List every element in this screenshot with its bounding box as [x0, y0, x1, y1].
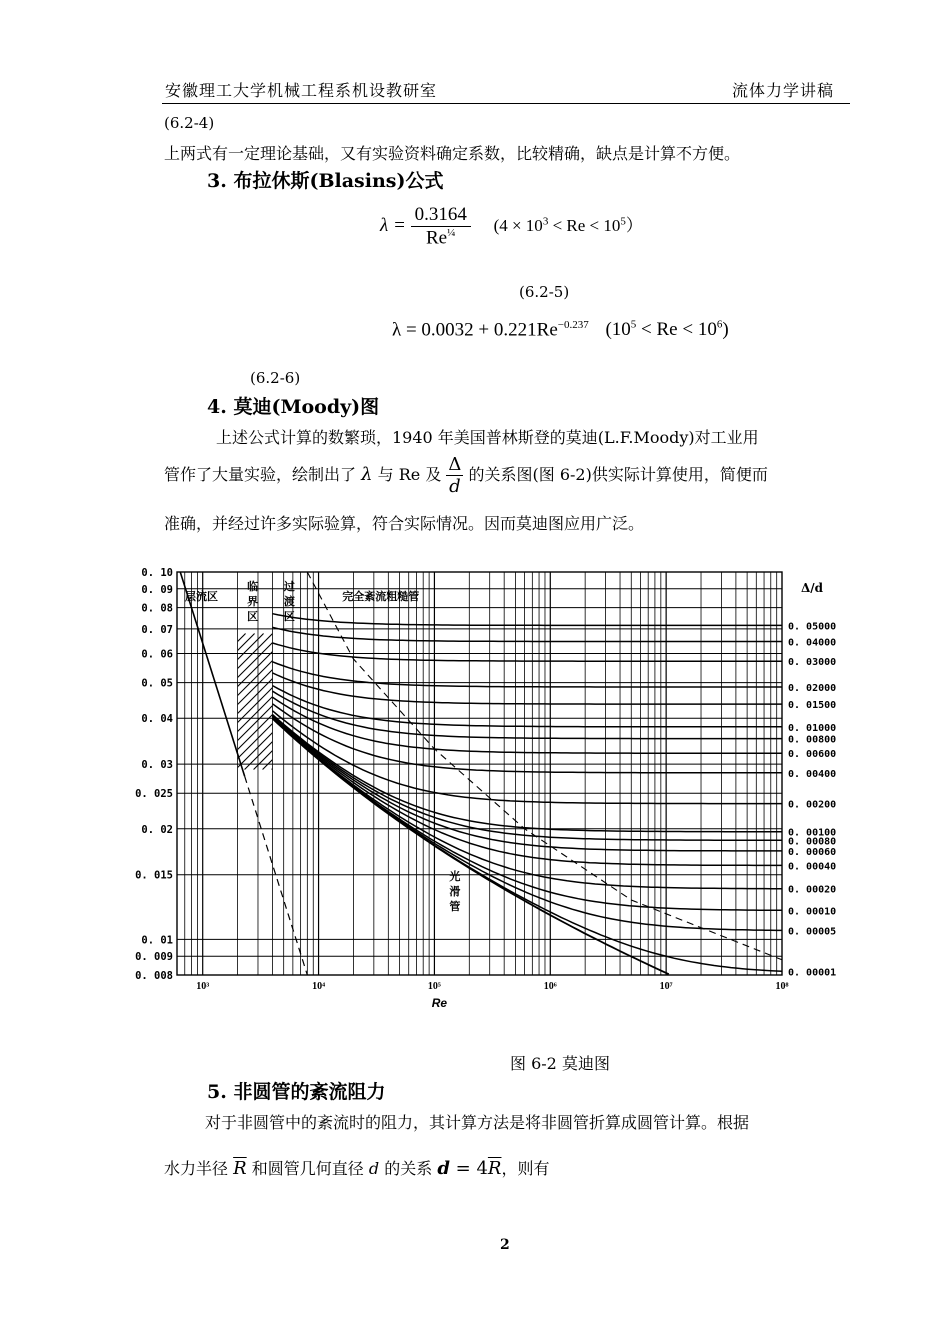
hatch-line — [238, 661, 273, 696]
y-tick-label: 0. 02 — [141, 823, 173, 836]
plot-frame — [177, 572, 782, 975]
p4-post: ，则有 — [501, 1159, 550, 1178]
hatch-line — [238, 697, 273, 732]
roughness-label: 0. 00040 — [788, 861, 837, 873]
roughness-label: 0. 00200 — [788, 799, 837, 811]
header-right: 流体力学讲稿 — [732, 81, 835, 100]
roughness-label: 0. 00010 — [788, 906, 837, 918]
critical-zone-label: 区 — [247, 610, 259, 623]
p4-R-bar: $\overline{R}$ — [233, 1158, 247, 1179]
roughness-label: 0. 05000 — [788, 621, 837, 633]
moody-chart — [130, 555, 837, 1025]
y-tick-label: 0. 009 — [135, 951, 173, 964]
paragraph-4 — [164, 1156, 549, 1179]
p4-eq: = 4 — [449, 1158, 488, 1179]
smooth-pipe-label: 管 — [449, 900, 461, 914]
critical-zone-label: 界 — [247, 595, 259, 608]
y-tick-label: 0. 025 — [135, 788, 173, 801]
eq-number-6-2-4: (6.2-4) — [164, 114, 215, 132]
roughness-curve — [273, 711, 783, 804]
hatch-line — [238, 706, 273, 741]
p4-pre: 水力半径 — [164, 1159, 229, 1178]
y-tick-label: 0. 03 — [141, 759, 173, 772]
header-rule — [162, 103, 850, 104]
x-tick-label: 10⁶ — [543, 981, 557, 992]
y-tick-label: 0. 08 — [141, 602, 173, 615]
p2-frac-num: Δ — [448, 454, 462, 475]
cond6-pre: (10 — [605, 319, 631, 341]
paragraph-3: 对于非圆管中的紊流时的阻力，其计算方法是将非圆管折算成圆管计算。根据 — [205, 1113, 750, 1132]
cond-mid: < Re < 10 — [548, 216, 621, 236]
p4-d-bold: d — [437, 1158, 450, 1179]
roughness-curve — [273, 673, 783, 704]
cond6-mid: < Re < 10 — [636, 319, 717, 341]
formula-re: Re — [426, 227, 448, 249]
roughness-label: 0. 00080 — [788, 836, 837, 848]
formula-blasius-denominator — [411, 227, 471, 249]
p4-R-bar-2: $\overline{R}$ — [487, 1158, 502, 1179]
p2-lambda: λ — [361, 464, 373, 485]
header-left: 安徽理工大学机械工程系机设教研室 — [165, 81, 438, 100]
smooth-pipe-curve — [273, 719, 669, 975]
hatch-line — [254, 751, 273, 770]
roughness-label: 0. 01500 — [788, 700, 837, 712]
laminar-extension-dashed — [245, 776, 308, 975]
hatch-line — [238, 634, 246, 642]
roughness-label: 0. 00020 — [788, 884, 837, 896]
y-tick-label: 0. 01 — [141, 934, 173, 947]
roughness-label: 0. 03000 — [788, 657, 837, 669]
formula-6-main: λ = 0.0032 + 0.221Re — [392, 319, 558, 341]
smooth-pipe-label: 滑 — [449, 885, 461, 899]
hatch-line — [238, 634, 273, 669]
rough-zone-label: 完全紊流粗糙管 — [342, 590, 420, 604]
transition-zone-label: 过 — [283, 580, 295, 593]
formula-exponent: ¼ — [447, 227, 456, 239]
hatch-line — [238, 688, 273, 723]
p2-frac-den: d — [449, 476, 461, 497]
roughness-label: 0. 00600 — [788, 749, 837, 761]
p2-post: 的关系图(图 6-2)供实际计算使用，简便而 — [468, 465, 768, 484]
y-tick-label: 0. 015 — [135, 869, 173, 882]
right-axis-title: Δ/d — [800, 581, 824, 595]
x-axis-label: Re — [431, 996, 448, 1010]
y-tick-label: 0. 09 — [141, 583, 173, 596]
y-tick-label: 0. 008 — [135, 970, 173, 982]
y-tick-label: 0. 05 — [141, 677, 173, 690]
roughness-label: 0. 00100 — [788, 827, 837, 839]
x-tick-label: 10⁵ — [427, 981, 441, 992]
roughness-label: 0. 00005 — [788, 926, 837, 938]
hatch-line — [238, 715, 273, 750]
hatch-line — [238, 679, 273, 714]
x-tick-label: 10³ — [196, 981, 210, 992]
roughness-curve — [273, 643, 783, 661]
roughness-label: 0. 00400 — [788, 768, 837, 780]
y-tick-label: 0. 10 — [141, 567, 173, 579]
transition-zone-label: 区 — [283, 610, 295, 623]
y-tick-label: 0. 06 — [141, 648, 173, 661]
roughness-curve — [273, 697, 783, 753]
section-3-title: 3. 布拉休斯(Blasins)公式 — [207, 170, 444, 192]
critical-zone-label: 临 — [247, 580, 259, 593]
roughness-label: 0. 00001 — [788, 967, 837, 979]
p2-pre: 管作了大量实验，绘制出了 — [164, 465, 357, 484]
p2-fraction — [446, 454, 463, 497]
hatch-line — [238, 670, 273, 705]
chart-curves — [180, 572, 782, 975]
paragraph-2-line-1: 上述公式计算的数繁琐，1940 年美国普林斯登的莫迪(L.F.Moody)对工业用 — [216, 428, 759, 447]
eq-number-6-2-5: (6.2-5) — [519, 283, 570, 301]
p4-mid2: 的关系 — [384, 1159, 433, 1178]
roughness-label: 0. 02000 — [788, 683, 837, 695]
x-tick-label: 10⁷ — [659, 981, 673, 992]
p2-mid: 与 Re 及 — [377, 465, 442, 484]
formula-blasius-lhs: λ = — [380, 215, 406, 237]
p4-mid: 和圆管几何直径 — [251, 1159, 364, 1178]
cond6-exp2: 6 — [716, 319, 723, 331]
roughness-label: 0. 01000 — [788, 722, 837, 734]
y-tick-label: 0. 04 — [141, 713, 173, 726]
paragraph-1: 上两式有一定理论基础，又有实验资料确定系数，比较精确，缺点是计算不方便。 — [164, 144, 741, 163]
roughness-label: 0. 00800 — [788, 734, 837, 746]
formula-blasius-numerator: 0.3164 — [411, 204, 471, 227]
cond6-exp1: 5 — [630, 319, 637, 331]
cond-exp2: 5 — [620, 215, 626, 228]
smooth-pipe-label: 光 — [449, 870, 461, 884]
y-tick-label: 0. 07 — [141, 623, 173, 636]
cond-pre: (4 × 10 — [493, 216, 543, 236]
roughness-curve — [273, 627, 783, 641]
roughness-curve — [273, 686, 783, 727]
roughness-label: 0. 04000 — [788, 637, 837, 649]
formula-blasius-condition — [494, 216, 643, 235]
formula-6-condition — [605, 319, 728, 340]
roughness-curve — [273, 614, 783, 626]
hatch-line — [238, 733, 273, 768]
section-5-title: 5. 非圆管的紊流阻力 — [207, 1081, 386, 1103]
cond-post: ） — [625, 216, 643, 236]
roughness-curve — [273, 662, 783, 687]
paragraph-2-line-2 — [164, 454, 768, 497]
hatch-line — [238, 634, 255, 651]
roughness-curve — [273, 718, 783, 930]
hatch-line — [238, 724, 273, 759]
figure-caption: 图 6-2 莫迪图 — [510, 1054, 610, 1073]
laminar-zone-label: 层流区 — [185, 590, 218, 604]
cond6-post: ) — [722, 319, 729, 341]
formula-blasius — [380, 204, 643, 249]
hatch-line — [238, 652, 273, 687]
x-tick-label: 10⁸ — [775, 981, 789, 992]
formula-6-exp: −0.237 — [557, 319, 589, 331]
hatch-line — [272, 769, 273, 770]
transition-zone-label: 渡 — [283, 595, 295, 608]
paragraph-2-line-3: 准确，并经过许多实际验算，符合实际情况。因而莫迪图应用广泛。 — [164, 514, 645, 533]
formula-6-2-6 — [392, 319, 729, 341]
formula-blasius-fraction — [411, 204, 471, 249]
section-4-title: 4. 莫迪(Moody)图 — [207, 396, 380, 418]
chart-labels — [135, 567, 836, 1010]
chart-grid — [177, 572, 782, 975]
cond-exp1: 3 — [542, 215, 549, 228]
p4-d: d — [368, 1159, 380, 1178]
x-tick-label: 10⁴ — [312, 981, 326, 992]
page-number: 2 — [500, 1237, 510, 1253]
hatch-line — [238, 643, 273, 678]
roughness-label: 0. 00060 — [788, 846, 837, 858]
eq-number-6-2-6: (6.2-6) — [250, 369, 301, 387]
